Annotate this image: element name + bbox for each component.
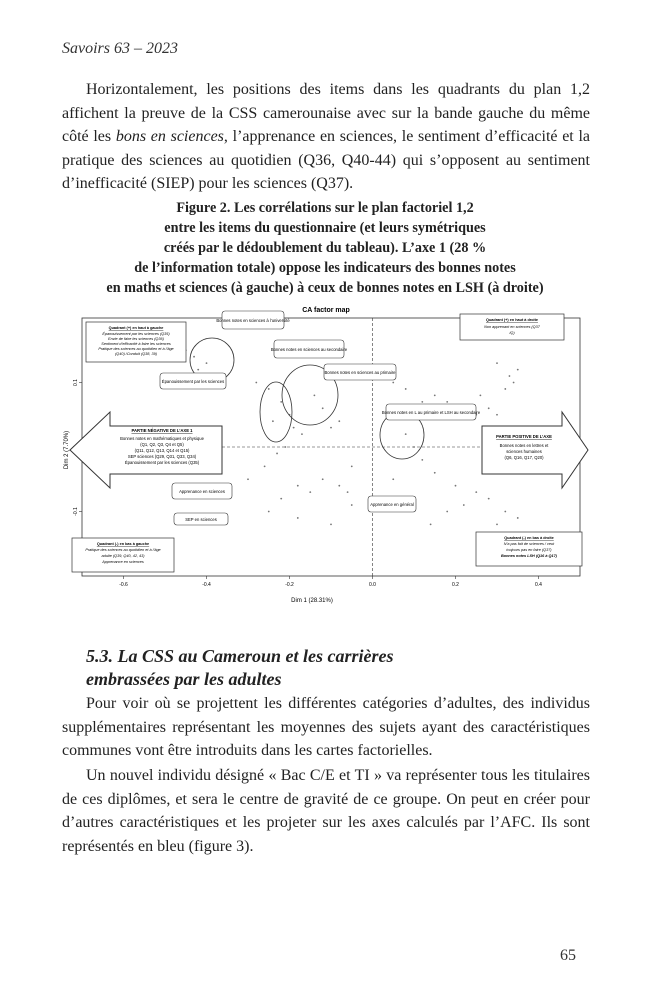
data-point	[330, 524, 332, 526]
x-tick-label: 0.4	[535, 582, 542, 588]
data-point	[268, 388, 270, 390]
data-point	[430, 524, 432, 526]
data-point	[405, 388, 407, 390]
left-arrow-line: Bonnes notes en mathématiques et physique	[120, 436, 204, 441]
callouts	[160, 311, 481, 525]
data-point	[247, 478, 249, 480]
data-point	[488, 407, 490, 409]
caption-line: en maths et sciences (à gauche) à ceux de bonnes notes en LSH (à droite)	[106, 280, 544, 296]
box-line: Non apprenant en sciences (Q37	[484, 325, 540, 329]
x-tick-label: 0.0	[369, 582, 376, 588]
box-line: /Q)	[509, 331, 515, 335]
data-point	[405, 433, 407, 435]
left-arrow-line: (Q11, Q12, Q13, Q14 et Q15)	[134, 448, 190, 453]
data-point	[322, 407, 324, 409]
data-point	[330, 427, 332, 429]
data-point	[338, 485, 340, 487]
data-point	[338, 420, 340, 422]
x-tick-label: -0.2	[285, 582, 294, 588]
paragraph-3: Un nouvel individu désigné « Bac C/E et TI » va représenter tous les titulaires de ces diplômes, et sera le centre de gravité de ce groupe. On peut en créer pour d’autres caractéristiques et les projeter sur les axes calculés par l’AFC. Ils sont représentés en bleu (figure 3).	[62, 767, 590, 855]
page-number: 65	[560, 947, 576, 964]
data-point	[434, 472, 436, 474]
paragraph-1-end: , l’apprenance en sciences, le sentiment d’efficacité et la pratique des sciences au quotidien (Q36, Q40-44) qui s’opposent au sentiment d’inefficacité (SIEP) pour les sciences (Q37).	[62, 128, 590, 192]
section-heading	[86, 645, 556, 691]
data-point	[517, 369, 519, 371]
data-point	[446, 511, 448, 513]
box-line: Épanouissement par les sciences (Q35)	[102, 332, 170, 336]
data-point	[392, 478, 394, 480]
data-point	[475, 491, 477, 493]
data-point	[301, 433, 303, 435]
data-point	[297, 485, 299, 487]
right-arrow-line: Bonnes notes en lettres et	[499, 443, 549, 448]
data-point	[351, 465, 353, 467]
x-tick-label: 0.2	[452, 582, 459, 588]
x-axis-label: Dim 1 (28.31%)	[291, 598, 333, 604]
data-point	[392, 382, 394, 384]
section-heading-line: embrassées par les adultes	[86, 669, 282, 689]
data-point	[509, 375, 511, 377]
data-point	[513, 382, 515, 384]
data-point	[504, 388, 506, 390]
right-arrow-line: (Q6, Q16, Q17, Q20)	[504, 455, 544, 460]
box-line: Quadrant (+) en haut à droite	[485, 318, 539, 322]
data-point	[496, 524, 498, 526]
box-line: (Q40) /Conduit (Q38, 39)	[115, 352, 157, 356]
right-arrow-line: PARTIE POSITIVE DE L’AXE	[496, 434, 552, 439]
data-point	[463, 504, 465, 506]
data-point	[322, 478, 324, 480]
data-point	[293, 427, 295, 429]
chart-title: CA factor map	[302, 307, 350, 314]
section-heading-line: 5.3. La CSS au Cameroun et les carrières	[86, 646, 394, 666]
data-point	[276, 453, 278, 455]
data-point	[504, 511, 506, 513]
caption-line: créés par le dédoublement du tableau). L’axe 1 (28 %	[163, 240, 487, 256]
data-point	[272, 420, 274, 422]
y-tick-label: -0.1	[73, 507, 79, 516]
box-line: Sentiment d’efficacité à faire les sciences	[101, 342, 171, 346]
callout-universite: Bonnes notes en sciences à l’université	[216, 318, 290, 323]
data-point	[421, 401, 423, 403]
left-arrow-line: PARTIE NÉGATIVE DE L’AXE 1	[131, 428, 193, 433]
data-point	[297, 517, 299, 519]
caption-line: entre les items du questionnaire (et leurs symétriques	[164, 220, 486, 236]
left-arrow-line: Épanouissement par les sciences (Q35)	[124, 460, 200, 465]
data-point	[480, 395, 482, 397]
figure-caption	[40, 198, 610, 298]
box-line: Pratique des sciences au quotidien et à l’âge	[85, 548, 161, 552]
data-point	[446, 401, 448, 403]
callout-secondaire: Bonnes notes en sciences au secondaire	[270, 347, 348, 352]
data-point	[268, 511, 270, 513]
box-line: Apprenance en sciences	[102, 560, 144, 564]
box-line: N’a pas fait de sciences / veut	[503, 542, 555, 546]
paragraph-1-start: Horizontalement, les positions des items dans les quadrants du plan 1,2 affichent la preuve de la CSS camerounaise avec sur la bande gauche du même côté les	[62, 81, 590, 145]
callout-apprenance: Apprenance en sciences	[179, 489, 225, 494]
callout-epanouissement: Épanouissement par les sciences	[161, 379, 225, 384]
paragraph-1-emphasis: bons en sciences	[115, 128, 224, 145]
x-tick-label: -0.4	[202, 582, 211, 588]
data-point	[421, 459, 423, 461]
data-point	[255, 382, 257, 384]
data-point	[517, 517, 519, 519]
data-point	[197, 369, 199, 371]
caption-line: Figure 2. Les corrélations sur le plan factoriel 1,2	[176, 200, 474, 216]
box-line: Envie de faire les sciences (Q36)	[108, 337, 164, 341]
data-point	[193, 356, 195, 358]
box-line: adulte (Q39, Q40, 42, 43)	[101, 554, 145, 558]
data-point	[280, 401, 282, 403]
data-point	[314, 395, 316, 397]
y-axis-label: Dim 2 (7.70%)	[64, 430, 70, 470]
data-point	[351, 504, 353, 506]
data-point	[347, 491, 349, 493]
box-line: Quadrant (+) en haut à gauche	[108, 326, 164, 330]
data-point	[496, 362, 498, 364]
box-line: Quadrant (-) en bas à gauche	[96, 542, 150, 546]
x-tick-label: -0.6	[119, 582, 128, 588]
data-point	[309, 491, 311, 493]
data-point	[455, 485, 457, 487]
callout-sep: SEP en sciences	[185, 517, 217, 522]
paragraph-1	[62, 78, 590, 196]
data-point	[488, 498, 490, 500]
data-point	[264, 465, 266, 467]
data-point	[284, 446, 286, 448]
running-header: Savoirs 63 – 2023	[62, 40, 178, 57]
data-point	[413, 446, 415, 448]
box-line: Bonnes notes LSH (Q16 à Q17)	[501, 554, 557, 558]
data-point	[434, 395, 436, 397]
callout-lsh: Bonnes notes en L au primaire et LSH au secondaire	[381, 410, 481, 415]
data-point	[496, 414, 498, 416]
y-tick-label: 0.1	[73, 379, 79, 386]
data-point	[280, 498, 282, 500]
box-line: toujours pas en faire (Q37)	[506, 548, 552, 552]
paragraph-2: Pour voir où se projettent les différentes catégories d’adultes, des individus supplémentaires représentant les moyennes des sujets ayant des caractéristiques communes vont être introduits dans les cartes factorielles.	[62, 695, 590, 759]
ca-factor-map	[62, 300, 590, 615]
callout-apprenance-general: Apprenance en général	[370, 502, 414, 507]
box-line: Quadrant (-) en bas à droite	[504, 536, 554, 540]
callout-primaire: Bonnes notes en sciences au primaire	[324, 370, 396, 375]
data-point	[206, 362, 208, 364]
box-line: Pratique des sciences au quotidien et à l’âge	[98, 347, 174, 351]
caption-line: de l’information totale) oppose les indicateurs des bonnes notes	[134, 260, 516, 276]
right-arrow-line: sciences humaines	[506, 449, 542, 454]
left-arrow-line: SEP sciences (Q29, Q31, Q33, Q34)	[127, 454, 197, 459]
left-arrow-line: (Q1, Q2, Q3, Q4 et Q5)	[140, 442, 184, 447]
